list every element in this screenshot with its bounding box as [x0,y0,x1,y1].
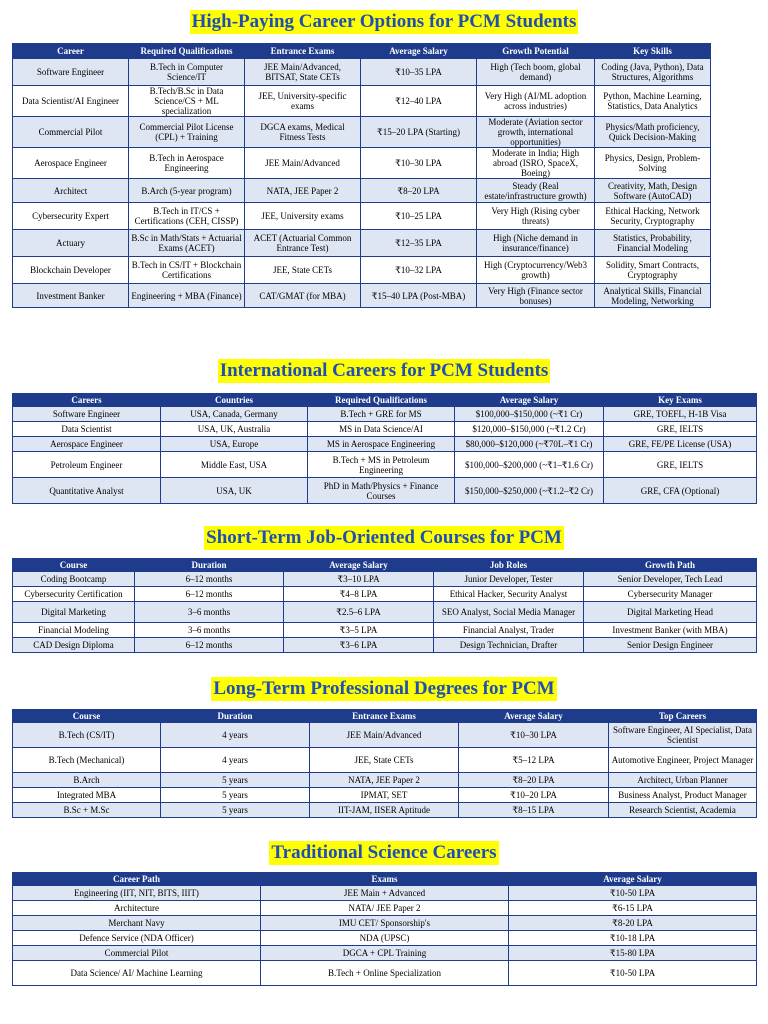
column-header: Growth Potential [477,44,595,59]
table-row [13,478,757,504]
table-cell: Cybersecurity Manager [584,587,757,602]
table-row [13,803,757,818]
table-cell: NATA, JEE Paper 2 [245,179,361,203]
table-row [13,946,757,961]
section-international [0,359,768,385]
table-cell: B.Tech (Mechanical) [13,748,161,773]
table-row [13,407,757,422]
table-cell: Design Technician, Drafter [434,638,584,653]
table-cell: Commercial Pilot [13,946,261,961]
table-cell: B.Tech in CS/IT + Blockchain Certifications [129,257,245,284]
table-cell: Junior Developer, Tester [434,572,584,587]
table-row [13,587,757,602]
table-cell: USA, UK, Australia [161,422,308,437]
table-cell: B.Arch (5-year program) [129,179,245,203]
table-cell: 6–12 months [135,572,284,587]
table-cell: High (Cryptocurrency/Web3 growth) [477,257,595,284]
table-cell: Automotive Engineer, Project Manager [609,748,757,773]
table-cell: GRE, IELTS [604,422,757,437]
table-cell: Commercial Pilot License (CPL) + Training [129,117,245,148]
table-cell: USA, Canada, Germany [161,407,308,422]
table-cell: ₹3–10 LPA [284,572,434,587]
column-header: Average Salary [509,873,757,886]
table-cell: NATA/ JEE Paper 2 [261,901,509,916]
table-cell: ₹10-18 LPA [509,931,757,946]
table-short-term [12,558,757,653]
table-high-paying [12,43,711,308]
table-cell: $80,000–$120,000 (~₹70L–₹1 Cr) [455,437,604,452]
table-row [13,86,711,117]
table-cell: ₹8–20 LPA [361,179,477,203]
header-row [13,44,711,59]
table-cell: Very High (Rising cyber threats) [477,203,595,230]
table-cell: Senior Developer, Tech Lead [584,572,757,587]
table-cell: B.Sc + M.Sc [13,803,161,818]
header-row [13,873,757,886]
table-cell: Investment Banker (with MBA) [584,623,757,638]
table-cell: NATA, JEE Paper 2 [310,773,459,788]
column-header: Exams [261,873,509,886]
table-row [13,230,711,257]
table-cell: Financial Modeling [13,623,135,638]
table-cell: $100,000–$200,000 (~₹1–₹1.6 Cr) [455,452,604,478]
table-cell: JEE Main/Advanced [310,723,459,748]
table-cell: Software Engineer, AI Specialist, Data Scientist [609,723,757,748]
table-cell: B.Tech in Computer Science/IT [129,59,245,86]
table-row [13,901,757,916]
section-title: Long-Term Professional Degrees for PCM [213,678,555,699]
table-cell: Senior Design Engineer [584,638,757,653]
column-header: Career [13,44,129,59]
table-cell: High (Niche demand in insurance/finance) [477,230,595,257]
table-cell: DGCA + CPL Training [261,946,509,961]
table-cell: Digital Marketing Head [584,602,757,623]
table-cell: ₹2.5–6 LPA [284,602,434,623]
table-cell: NDA (UPSC) [261,931,509,946]
table-cell: USA, UK [161,478,308,504]
column-header: Average Salary [284,559,434,572]
table-cell: Cybersecurity Certification [13,587,135,602]
table-cell: JEE Main/Advanced, BITSAT, State CETs [245,59,361,86]
table-cell: Software Engineer [13,407,161,422]
table-cell: Solidity, Smart Contracts, Cryptography [595,257,711,284]
table-cell: Engineering + MBA (Finance) [129,284,245,308]
table-cell: B.Sc in Math/Stats + Actuarial Exams (ACET) [129,230,245,257]
table-cell: Software Engineer [13,59,129,86]
table-cell: Coding (Java, Python), Data Structures, Algorithms [595,59,711,86]
table-cell: ₹15-80 LPA [509,946,757,961]
table-cell: ₹8–20 LPA [459,773,609,788]
table-cell: JEE Main/Advanced [245,148,361,179]
table-cell: ₹10–25 LPA [361,203,477,230]
table-cell: $150,000–$250,000 (~₹1.2–₹2 Cr) [455,478,604,504]
table-cell: ₹3–5 LPA [284,623,434,638]
column-header: Key Exams [604,394,757,407]
section-title: Traditional Science Careers [271,842,497,863]
table-cell: Python, Machine Learning, Statistics, Data Analytics [595,86,711,117]
table-cell: ₹5–12 LPA [459,748,609,773]
table-cell: $100,000–$150,000 (~₹1 Cr) [455,407,604,422]
table-row [13,422,757,437]
column-header: Required Qualifications [308,394,455,407]
table-cell: Moderate (Aviation sector growth, international opportunities) [477,117,595,148]
table-row [13,773,757,788]
table-row [13,748,757,773]
table-cell: GRE, TOEFL, H-1B Visa [604,407,757,422]
table-cell: ₹10-50 LPA [509,886,757,901]
column-header: Job Roles [434,559,584,572]
table-cell: Data Scientist/AI Engineer [13,86,129,117]
table-cell: JEE Main + Advanced [261,886,509,901]
table-cell: ₹8–15 LPA [459,803,609,818]
column-header: Countries [161,394,308,407]
table-row [13,961,757,986]
table-cell: IMU CET/ Sponsorship's [261,916,509,931]
column-header: Course [13,559,135,572]
section-short-term [0,526,768,552]
table-cell: Petroleum Engineer [13,452,161,478]
table-international [12,393,757,504]
column-header: Top Careers [609,710,757,723]
table-row [13,59,711,86]
table-traditional [12,872,757,986]
table-row [13,572,757,587]
table-cell: Research Scientist, Academia [609,803,757,818]
table-cell: ₹15–20 LPA (Starting) [361,117,477,148]
table-cell: ₹12–35 LPA [361,230,477,257]
table-cell: Business Analyst, Product Manager [609,788,757,803]
table-cell: DGCA exams, Medical Fitness Tests [245,117,361,148]
table-cell: Defence Service (NDA Officer) [13,931,261,946]
table-row [13,452,757,478]
table-cell: 6–12 months [135,587,284,602]
table-cell: ₹8-20 LPA [509,916,757,931]
table-cell: Very High (AI/ML adoption across industries) [477,86,595,117]
table-cell: Architect [13,179,129,203]
table-cell: B.Tech (CS/IT) [13,723,161,748]
table-cell: B.Tech + Online Specialization [261,961,509,986]
table-cell: ₹6-15 LPA [509,901,757,916]
column-header: Entrance Exams [310,710,459,723]
column-header: Growth Path [584,559,757,572]
table-long-term [12,709,757,818]
table-row [13,638,757,653]
column-header: Entrance Exams [245,44,361,59]
table-row [13,723,757,748]
column-header: Required Qualifications [129,44,245,59]
table-cell: USA, Europe [161,437,308,452]
header-row [13,559,757,572]
table-cell: B.Arch [13,773,161,788]
table-row [13,203,711,230]
table-row [13,257,711,284]
table-cell: MS in Aerospace Engineering [308,437,455,452]
table-row [13,148,711,179]
table-cell: GRE, IELTS [604,452,757,478]
table-cell: High (Tech boom, global demand) [477,59,595,86]
table-cell: JEE, University exams [245,203,361,230]
table-row [13,437,757,452]
table-cell: Architecture [13,901,261,916]
table-cell: JEE, University-specific exams [245,86,361,117]
table-cell: 3–6 months [135,623,284,638]
table-cell: $120,000–$150,000 (~₹1.2 Cr) [455,422,604,437]
table-cell: ₹15–40 LPA (Post-MBA) [361,284,477,308]
table-cell: ₹4–8 LPA [284,587,434,602]
table-row [13,916,757,931]
table-cell: Architect, Urban Planner [609,773,757,788]
table-cell: Cybersecurity Expert [13,203,129,230]
column-header: Duration [161,710,310,723]
header-row [13,710,757,723]
table-cell: SEO Analyst, Social Media Manager [434,602,584,623]
table-cell: GRE, CFA (Optional) [604,478,757,504]
table-row [13,931,757,946]
table-cell: Analytical Skills, Financial Modeling, Networking [595,284,711,308]
table-cell: Ethical Hacking, Network Security, Cryptography [595,203,711,230]
table-cell: B.Tech + GRE for MS [308,407,455,422]
table-cell: GRE, FE/PE License (USA) [604,437,757,452]
table-cell: Aerospace Engineer [13,437,161,452]
table-row [13,284,711,308]
table-cell: Physics, Design, Problem-Solving [595,148,711,179]
table-cell: Data Science/ AI/ Machine Learning [13,961,261,986]
table-cell: Very High (Finance sector bonuses) [477,284,595,308]
table-cell: ₹10-50 LPA [509,961,757,986]
table-cell: Creativity, Math, Design Software (AutoCAD) [595,179,711,203]
table-cell: B.Tech in Aerospace Engineering [129,148,245,179]
table-cell: Investment Banker [13,284,129,308]
column-header: Average Salary [361,44,477,59]
table-cell: B.Tech/B.Sc in Data Science/CS + ML specialization [129,86,245,117]
table-cell: CAD Design Diploma [13,638,135,653]
table-cell: Quantitative Analyst [13,478,161,504]
table-cell: 4 years [161,723,310,748]
column-header: Key Skills [595,44,711,59]
table-row [13,117,711,148]
table-cell: Steady (Real estate/infrastructure growth) [477,179,595,203]
table-cell: Engineering (IIT, NIT, BITS, IIIT) [13,886,261,901]
table-cell: B.Tech in IT/CS + Certifications (CEH, CISSP) [129,203,245,230]
table-cell: ₹3–6 LPA [284,638,434,653]
table-cell: MS in Data Science/AI [308,422,455,437]
table-cell: Ethical Hacker, Security Analyst [434,587,584,602]
table-cell: Data Scientist [13,422,161,437]
table-row [13,602,757,623]
column-header: Career Path [13,873,261,886]
section-title: High-Paying Career Options for PCM Students [191,11,577,32]
table-cell: ACET (Actuarial Common Entrance Test) [245,230,361,257]
table-cell: ₹10–20 LPA [459,788,609,803]
table-row [13,886,757,901]
column-header: Course [13,710,161,723]
section-traditional [0,841,768,867]
table-cell: PhD in Math/Physics + Finance Courses [308,478,455,504]
table-cell: ₹10–32 LPA [361,257,477,284]
table-cell: Middle East, USA [161,452,308,478]
table-cell: Blockchain Developer [13,257,129,284]
table-cell: ₹10–35 LPA [361,59,477,86]
section-title: International Careers for PCM Students [219,360,549,381]
column-header: Duration [135,559,284,572]
table-cell: 4 years [161,748,310,773]
table-cell: ₹10–30 LPA [361,148,477,179]
column-header: Careers [13,394,161,407]
section-title: Short-Term Job-Oriented Courses for PCM [206,527,562,548]
table-cell: 5 years [161,803,310,818]
table-cell: Actuary [13,230,129,257]
table-cell: Statistics, Probability, Financial Modeling [595,230,711,257]
table-cell: ₹10–30 LPA [459,723,609,748]
table-cell: 5 years [161,788,310,803]
table-cell: JEE, State CETs [310,748,459,773]
table-cell: 5 years [161,773,310,788]
table-cell: IIT-JAM, IISER Aptitude [310,803,459,818]
table-cell: Integrated MBA [13,788,161,803]
section-high-paying [0,10,768,36]
table-cell: CAT/GMAT (for MBA) [245,284,361,308]
table-cell: B.Tech + MS in Petroleum Engineering [308,452,455,478]
table-cell: Coding Bootcamp [13,572,135,587]
table-cell: Moderate in India; High abroad (ISRO, SpaceX, Boeing) [477,148,595,179]
table-cell: IPMAT, SET [310,788,459,803]
table-cell: 6–12 months [135,638,284,653]
table-cell: JEE, State CETs [245,257,361,284]
table-row [13,179,711,203]
header-row [13,394,757,407]
column-header: Average Salary [455,394,604,407]
table-row [13,623,757,638]
table-cell: 3–6 months [135,602,284,623]
table-cell: ₹12–40 LPA [361,86,477,117]
table-cell: Physics/Math proficiency, Quick Decision-Making [595,117,711,148]
table-row [13,788,757,803]
table-cell: Aerospace Engineer [13,148,129,179]
table-cell: Commercial Pilot [13,117,129,148]
section-long-term [0,677,768,703]
table-cell: Merchant Navy [13,916,261,931]
table-cell: Digital Marketing [13,602,135,623]
table-cell: Financial Analyst, Trader [434,623,584,638]
column-header: Average Salary [459,710,609,723]
